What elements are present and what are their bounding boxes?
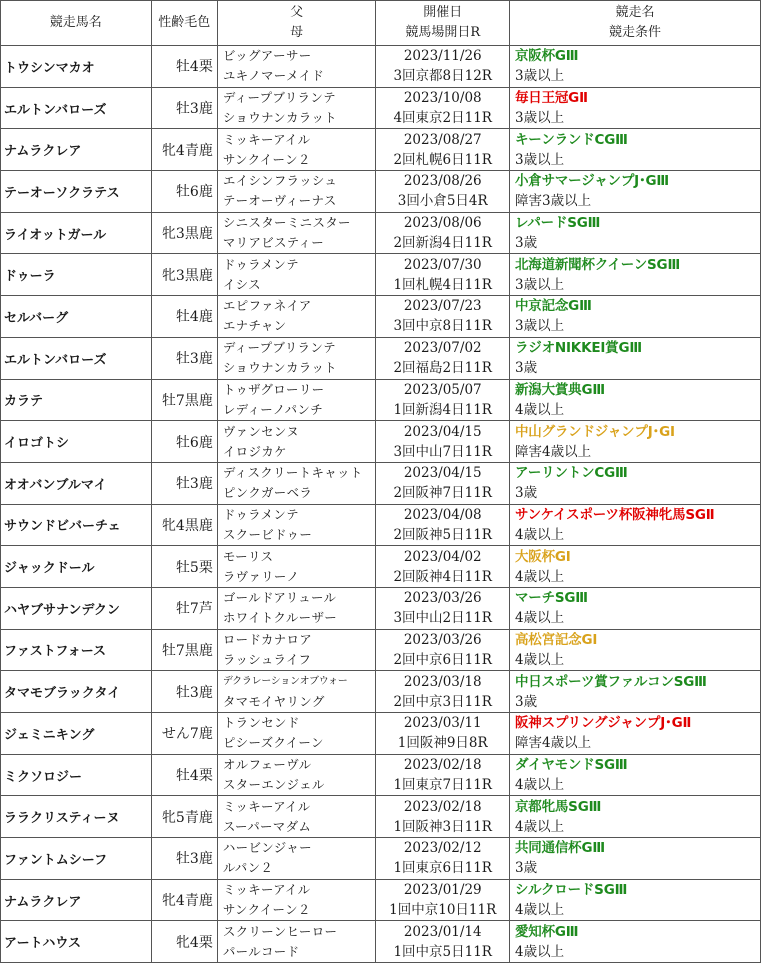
- race-cell: [509, 337, 760, 379]
- dam-name: スクービドゥー: [222, 526, 313, 542]
- race-condition: 4歳以上: [514, 943, 565, 960]
- date-venue-cell: [376, 129, 510, 171]
- pedigree-cell: [217, 629, 376, 671]
- race-date: 2023/07/23: [403, 298, 482, 315]
- sire-name: ドゥラメンテ: [222, 506, 299, 522]
- sire-name: ディープブリランテ: [222, 90, 336, 106]
- dam-name: ホワイトクルーザー: [222, 610, 338, 626]
- horse-name: トウシンマカオ: [1, 46, 152, 88]
- race-condition: 4歳以上: [514, 610, 565, 627]
- sex-age-color: 牡4栗: [151, 754, 217, 796]
- header-race: [509, 1, 760, 46]
- race-name: 京都牝馬SGⅢ: [514, 798, 602, 815]
- table-row: [1, 713, 761, 755]
- race-name: レパードSGⅢ: [514, 215, 601, 232]
- race-cell: [509, 171, 760, 213]
- table-row: [1, 629, 761, 671]
- pedigree-cell: [217, 671, 376, 713]
- race-cell: [509, 46, 760, 88]
- race-venue: 1回東京6日11R: [393, 860, 492, 877]
- race-name: 中山グランドジャンプJ･GⅠ: [514, 423, 675, 440]
- table-row: [1, 587, 761, 629]
- date-venue-cell: [376, 671, 510, 713]
- race-name: 高松宮記念GⅠ: [514, 631, 598, 648]
- race-condition: 3歳以上: [514, 318, 565, 335]
- dam-name: イロジカケ: [222, 443, 287, 459]
- race-date: 2023/02/18: [403, 798, 482, 815]
- sex-age-color: 牝3黒鹿: [151, 212, 217, 254]
- pedigree-cell: [217, 46, 376, 88]
- race-condition: 3歳以上: [514, 110, 565, 127]
- date-venue-cell: [376, 546, 510, 588]
- dam-name: サンクイーン２: [222, 902, 311, 918]
- dam-name: ピシーズクイーン: [222, 735, 324, 751]
- race-name: ラジオNIKKEI賞GⅢ: [514, 340, 642, 357]
- horse-name: ミクソロジー: [1, 754, 152, 796]
- race-cell: [509, 462, 760, 504]
- table-row: [1, 504, 761, 546]
- sire-name: ディスクリートキャット: [222, 465, 363, 481]
- race-cell: [509, 838, 760, 880]
- date-venue-cell: [376, 254, 510, 296]
- sex-age-color: 牡6鹿: [151, 171, 217, 213]
- race-cell: [509, 87, 760, 129]
- date-venue-cell: [376, 796, 510, 838]
- date-venue-cell: [376, 462, 510, 504]
- pedigree-cell: [217, 421, 376, 463]
- race-venue: 1回新潟4日11R: [393, 401, 492, 418]
- pedigree-cell: [217, 879, 376, 921]
- header-venue: 競馬場開日R: [405, 25, 481, 40]
- race-name: シルクロードSGⅢ: [514, 882, 628, 899]
- sex-age-color: 牡5栗: [151, 546, 217, 588]
- race-venue: 3回中山2日11R: [393, 610, 492, 627]
- sex-age-color: 牝4栗: [151, 921, 217, 963]
- table-row: [1, 46, 761, 88]
- race-condition: 障害3歳以上: [514, 193, 592, 210]
- dam-name: パールコード: [222, 943, 300, 959]
- sire-name: トランセンド: [222, 715, 300, 731]
- table-row: [1, 546, 761, 588]
- pedigree-cell: [217, 171, 376, 213]
- race-cell: [509, 879, 760, 921]
- pedigree-cell: [217, 754, 376, 796]
- race-condition: 4歳以上: [514, 651, 565, 668]
- sex-age-color: 牡3鹿: [151, 838, 217, 880]
- race-cell: [509, 296, 760, 338]
- horse-name: オオバンブルマイ: [1, 462, 152, 504]
- dam-name: テーオーヴィーナス: [222, 193, 337, 209]
- race-date: 2023/03/18: [403, 673, 482, 690]
- sex-age-color: 牡3鹿: [151, 671, 217, 713]
- dam-name: ラッシュライフ: [222, 651, 312, 667]
- race-date: 2023/03/11: [403, 715, 482, 732]
- race-cell: [509, 754, 760, 796]
- pedigree-cell: [217, 296, 376, 338]
- race-venue: 1回札幌4日11R: [393, 276, 492, 293]
- race-venue: 2回新潟4日11R: [393, 235, 492, 252]
- sex-age-color: 牡3鹿: [151, 87, 217, 129]
- date-venue-cell: [376, 171, 510, 213]
- horse-name: ナムラクレア: [1, 879, 152, 921]
- race-date: 2023/05/07: [403, 381, 482, 398]
- race-venue: 1回中京10日11R: [389, 902, 497, 919]
- header-row: [1, 1, 761, 46]
- header-dam: 母: [290, 25, 304, 40]
- race-cell: [509, 546, 760, 588]
- date-venue-cell: [376, 296, 510, 338]
- horse-name: ファントムシーフ: [1, 838, 152, 880]
- table-row: [1, 838, 761, 880]
- race-date: 2023/03/26: [403, 631, 482, 648]
- race-date: 2023/04/15: [403, 423, 482, 440]
- race-venue: 2回阪神5日11R: [393, 526, 492, 543]
- race-cell: [509, 796, 760, 838]
- race-date: 2023/02/18: [403, 757, 482, 774]
- race-cell: [509, 629, 760, 671]
- horse-name: ジェミニキング: [1, 713, 152, 755]
- sex-age-color: 牡4栗: [151, 46, 217, 88]
- race-cell: [509, 212, 760, 254]
- sire-name: ビッグアーサー: [222, 48, 312, 64]
- table-row: [1, 129, 761, 171]
- race-condition: 障害4歳以上: [514, 735, 592, 752]
- date-venue-cell: [376, 879, 510, 921]
- race-name: 共同通信杯GⅢ: [514, 840, 605, 857]
- race-name: 毎日王冠GⅡ: [514, 90, 588, 107]
- race-date: 2023/01/14: [403, 923, 482, 940]
- date-venue-cell: [376, 421, 510, 463]
- sire-name: ディープブリランテ: [222, 340, 336, 356]
- table-row: [1, 671, 761, 713]
- table-row: [1, 379, 761, 421]
- dam-name: マリアビスティー: [222, 235, 324, 251]
- race-condition: 3歳: [514, 360, 538, 377]
- date-venue-cell: [376, 838, 510, 880]
- race-venue: 1回東京7日11R: [393, 777, 492, 794]
- race-cell: [509, 671, 760, 713]
- dam-name: エナチャン: [222, 318, 287, 334]
- race-name: 阪神スプリングジャンプJ･GⅡ: [514, 715, 692, 732]
- horse-name: セルバーグ: [1, 296, 152, 338]
- race-condition: 4歳以上: [514, 818, 565, 835]
- race-venue: 4回東京2日11R: [393, 110, 492, 127]
- sex-age-color: 牡7黒鹿: [151, 379, 217, 421]
- sex-age-color: 牡7黒鹿: [151, 629, 217, 671]
- header-pedigree: [217, 1, 376, 46]
- race-name: 北海道新聞杯クイーンSGⅢ: [514, 256, 681, 273]
- header-horse: 競走馬名: [1, 1, 152, 46]
- header-date-venue: [376, 1, 510, 46]
- sire-name: ロードカナロア: [222, 631, 313, 647]
- dam-name: レディーノパンチ: [222, 401, 323, 417]
- race-date: 2023/08/06: [403, 215, 482, 232]
- dam-name: タマモイヤリング: [222, 693, 325, 709]
- date-venue-cell: [376, 46, 510, 88]
- pedigree-cell: [217, 379, 376, 421]
- race-condition: 4歳以上: [514, 777, 565, 794]
- header-date: 開催日: [423, 5, 463, 20]
- horse-name: エルトンバローズ: [1, 87, 152, 129]
- sex-age-color: せん7鹿: [151, 713, 217, 755]
- race-name: 大阪杯GⅠ: [514, 548, 571, 565]
- pedigree-cell: [217, 87, 376, 129]
- dam-name: ラヴァリーノ: [222, 568, 300, 584]
- horse-name: ナムラクレア: [1, 129, 152, 171]
- pedigree-cell: [217, 504, 376, 546]
- horse-name: ジャックドール: [1, 546, 152, 588]
- date-venue-cell: [376, 587, 510, 629]
- race-venue: 3回中京8日11R: [393, 318, 492, 335]
- date-venue-cell: [376, 713, 510, 755]
- table-row: [1, 212, 761, 254]
- table-row: [1, 296, 761, 338]
- race-condition: 3歳: [514, 235, 538, 252]
- sex-age-color: 牝4黒鹿: [151, 504, 217, 546]
- race-date: 2023/07/30: [403, 256, 482, 273]
- race-venue: 1回阪神3日11R: [393, 818, 492, 835]
- horse-name: テーオーソクラテス: [1, 171, 152, 213]
- race-cell: [509, 713, 760, 755]
- dam-name: ユキノマーメイド: [222, 68, 325, 84]
- sire-name: ヴァンセンヌ: [222, 423, 300, 439]
- race-name: マーチSGⅢ: [514, 590, 588, 607]
- sex-age-color: 牝5青鹿: [151, 796, 217, 838]
- race-cell: [509, 921, 760, 963]
- horse-name: ララクリスティーヌ: [1, 796, 152, 838]
- race-cell: [509, 421, 760, 463]
- race-date: 2023/07/02: [403, 340, 482, 357]
- pedigree-cell: [217, 254, 376, 296]
- race-name: 京阪杯GⅢ: [514, 48, 579, 65]
- dam-name: スターエンジェル: [222, 777, 325, 793]
- race-condition: 3歳以上: [514, 151, 565, 168]
- race-date: 2023/08/27: [403, 131, 482, 148]
- race-venue: 2回中京3日11R: [393, 693, 492, 710]
- table-row: [1, 796, 761, 838]
- horse-name: ライオットガール: [1, 212, 152, 254]
- race-name: ダイヤモンドSGⅢ: [514, 757, 628, 774]
- race-cell: [509, 379, 760, 421]
- race-date: 2023/04/15: [403, 465, 482, 482]
- sex-age-color: 牡4鹿: [151, 296, 217, 338]
- date-venue-cell: [376, 921, 510, 963]
- sire-name: スクリーンヒーロー: [222, 923, 338, 939]
- race-venue: 2回阪神4日11R: [393, 568, 492, 585]
- sire-name: モーリス: [222, 548, 274, 564]
- race-venue: 3回京都8日12R: [393, 68, 492, 85]
- horse-name: イロゴトシ: [1, 421, 152, 463]
- horse-name: タマモブラックタイ: [1, 671, 152, 713]
- race-condition: 3歳: [514, 860, 538, 877]
- race-venue: 2回福島2日11R: [393, 360, 492, 377]
- race-venue: 1回阪神9日8R: [397, 735, 488, 752]
- pedigree-cell: [217, 337, 376, 379]
- dam-name: ピンクガーベラ: [222, 485, 313, 501]
- race-cell: [509, 587, 760, 629]
- date-venue-cell: [376, 629, 510, 671]
- header-sex-age-color: 性齢毛色: [151, 1, 217, 46]
- sire-name: ミッキーアイル: [222, 882, 311, 898]
- dam-name: イシス: [222, 276, 261, 292]
- horse-name: アートハウス: [1, 921, 152, 963]
- date-venue-cell: [376, 87, 510, 129]
- sire-name: ミッキーアイル: [222, 131, 311, 147]
- sire-name: ゴールドアリュール: [222, 590, 337, 606]
- sire-name: シニスターミニスター: [222, 215, 351, 231]
- race-date: 2023/01/29: [403, 882, 482, 899]
- race-name: サンケイスポーツ杯阪神牝馬SGⅡ: [514, 506, 715, 523]
- race-condition: 3歳: [514, 693, 538, 710]
- table-row: [1, 421, 761, 463]
- pedigree-cell: [217, 838, 376, 880]
- date-venue-cell: [376, 337, 510, 379]
- race-condition: 4歳以上: [514, 902, 565, 919]
- pedigree-cell: [217, 462, 376, 504]
- header-race-cond: 競走条件: [608, 25, 661, 40]
- race-venue: 3回小倉5日4R: [397, 193, 488, 210]
- table-row: [1, 462, 761, 504]
- horse-name: ハヤブサナンデクン: [1, 587, 152, 629]
- race-name: 愛知杯GⅢ: [514, 923, 579, 940]
- sire-name: ドゥラメンテ: [222, 256, 299, 272]
- race-name: アーリントンCGⅢ: [514, 465, 628, 482]
- table-row: [1, 171, 761, 213]
- sire-name: ハービンジャー: [222, 840, 312, 856]
- race-cell: [509, 504, 760, 546]
- dam-name: ルパン２: [222, 860, 274, 876]
- sire-name: デクラレーションオブウォー: [222, 675, 348, 687]
- dam-name: ショウナンカラット: [222, 360, 337, 376]
- horse-name: サウンドビバーチェ: [1, 504, 152, 546]
- race-venue: 2回中京6日11R: [393, 651, 492, 668]
- race-date: 2023/03/26: [403, 590, 482, 607]
- date-venue-cell: [376, 379, 510, 421]
- race-name: キーンランドCGⅢ: [514, 131, 628, 148]
- table-row: [1, 337, 761, 379]
- race-venue: 2回阪神7日11R: [393, 485, 492, 502]
- dam-name: スーパーマダム: [222, 818, 312, 834]
- race-condition: 3歳以上: [514, 68, 565, 85]
- sire-name: ミッキーアイル: [222, 798, 311, 814]
- date-venue-cell: [376, 754, 510, 796]
- dam-name: ショウナンカラット: [222, 110, 337, 126]
- dam-name: サンクイーン２: [222, 151, 311, 167]
- sex-age-color: 牝3黒鹿: [151, 254, 217, 296]
- sex-age-color: 牡7芦: [151, 587, 217, 629]
- race-cell: [509, 129, 760, 171]
- pedigree-cell: [217, 921, 376, 963]
- table-row: [1, 754, 761, 796]
- date-venue-cell: [376, 504, 510, 546]
- pedigree-cell: [217, 212, 376, 254]
- sire-name: エピファネイア: [222, 298, 312, 314]
- table-row: [1, 879, 761, 921]
- race-venue: 2回札幌6日11R: [393, 151, 492, 168]
- sex-age-color: 牡6鹿: [151, 421, 217, 463]
- race-name: 小倉サマージャンプJ･GⅢ: [514, 173, 669, 190]
- header-race-name: 競走名: [615, 5, 655, 20]
- table-body: [1, 46, 761, 963]
- horse-name: カラテ: [1, 379, 152, 421]
- table-header: [1, 1, 761, 46]
- race-name: 中京記念GⅢ: [514, 298, 592, 315]
- race-condition: 4歳以上: [514, 401, 565, 418]
- race-venue: 1回中京5日11R: [393, 943, 492, 960]
- race-name: 中日スポーツ賞ファルコンSGⅢ: [514, 673, 707, 690]
- horse-name: エルトンバローズ: [1, 337, 152, 379]
- race-condition: 3歳以上: [514, 276, 565, 293]
- sire-name: オルフェーヴル: [222, 757, 312, 773]
- race-venue: 3回中山7日11R: [393, 443, 492, 460]
- pedigree-cell: [217, 546, 376, 588]
- date-venue-cell: [376, 212, 510, 254]
- pedigree-cell: [217, 713, 376, 755]
- pedigree-cell: [217, 796, 376, 838]
- race-date: 2023/04/02: [403, 548, 482, 565]
- horse-name: ファストフォース: [1, 629, 152, 671]
- race-name: 新潟大賞典GⅢ: [514, 381, 605, 398]
- sire-name: トゥザグローリー: [222, 381, 325, 397]
- sex-age-color: 牝4青鹿: [151, 879, 217, 921]
- race-condition: 4歳以上: [514, 526, 565, 543]
- sex-age-color: 牡3鹿: [151, 337, 217, 379]
- table-row: [1, 921, 761, 963]
- pedigree-cell: [217, 587, 376, 629]
- race-date: 2023/08/26: [403, 173, 482, 190]
- race-cell: [509, 254, 760, 296]
- race-date: 2023/11/26: [403, 48, 482, 65]
- horse-name: ドゥーラ: [1, 254, 152, 296]
- race-condition: 4歳以上: [514, 568, 565, 585]
- sex-age-color: 牝4青鹿: [151, 129, 217, 171]
- table-row: [1, 87, 761, 129]
- race-condition: 障害4歳以上: [514, 443, 592, 460]
- race-date: 2023/10/08: [403, 90, 482, 107]
- pedigree-cell: [217, 129, 376, 171]
- header-sire: 父: [290, 5, 304, 20]
- table-row: [1, 254, 761, 296]
- race-date: 2023/04/08: [403, 506, 482, 523]
- race-condition: 3歳: [514, 485, 538, 502]
- sire-name: エイシンフラッシュ: [222, 173, 338, 189]
- race-date: 2023/02/12: [403, 840, 482, 857]
- sex-age-color: 牡3鹿: [151, 462, 217, 504]
